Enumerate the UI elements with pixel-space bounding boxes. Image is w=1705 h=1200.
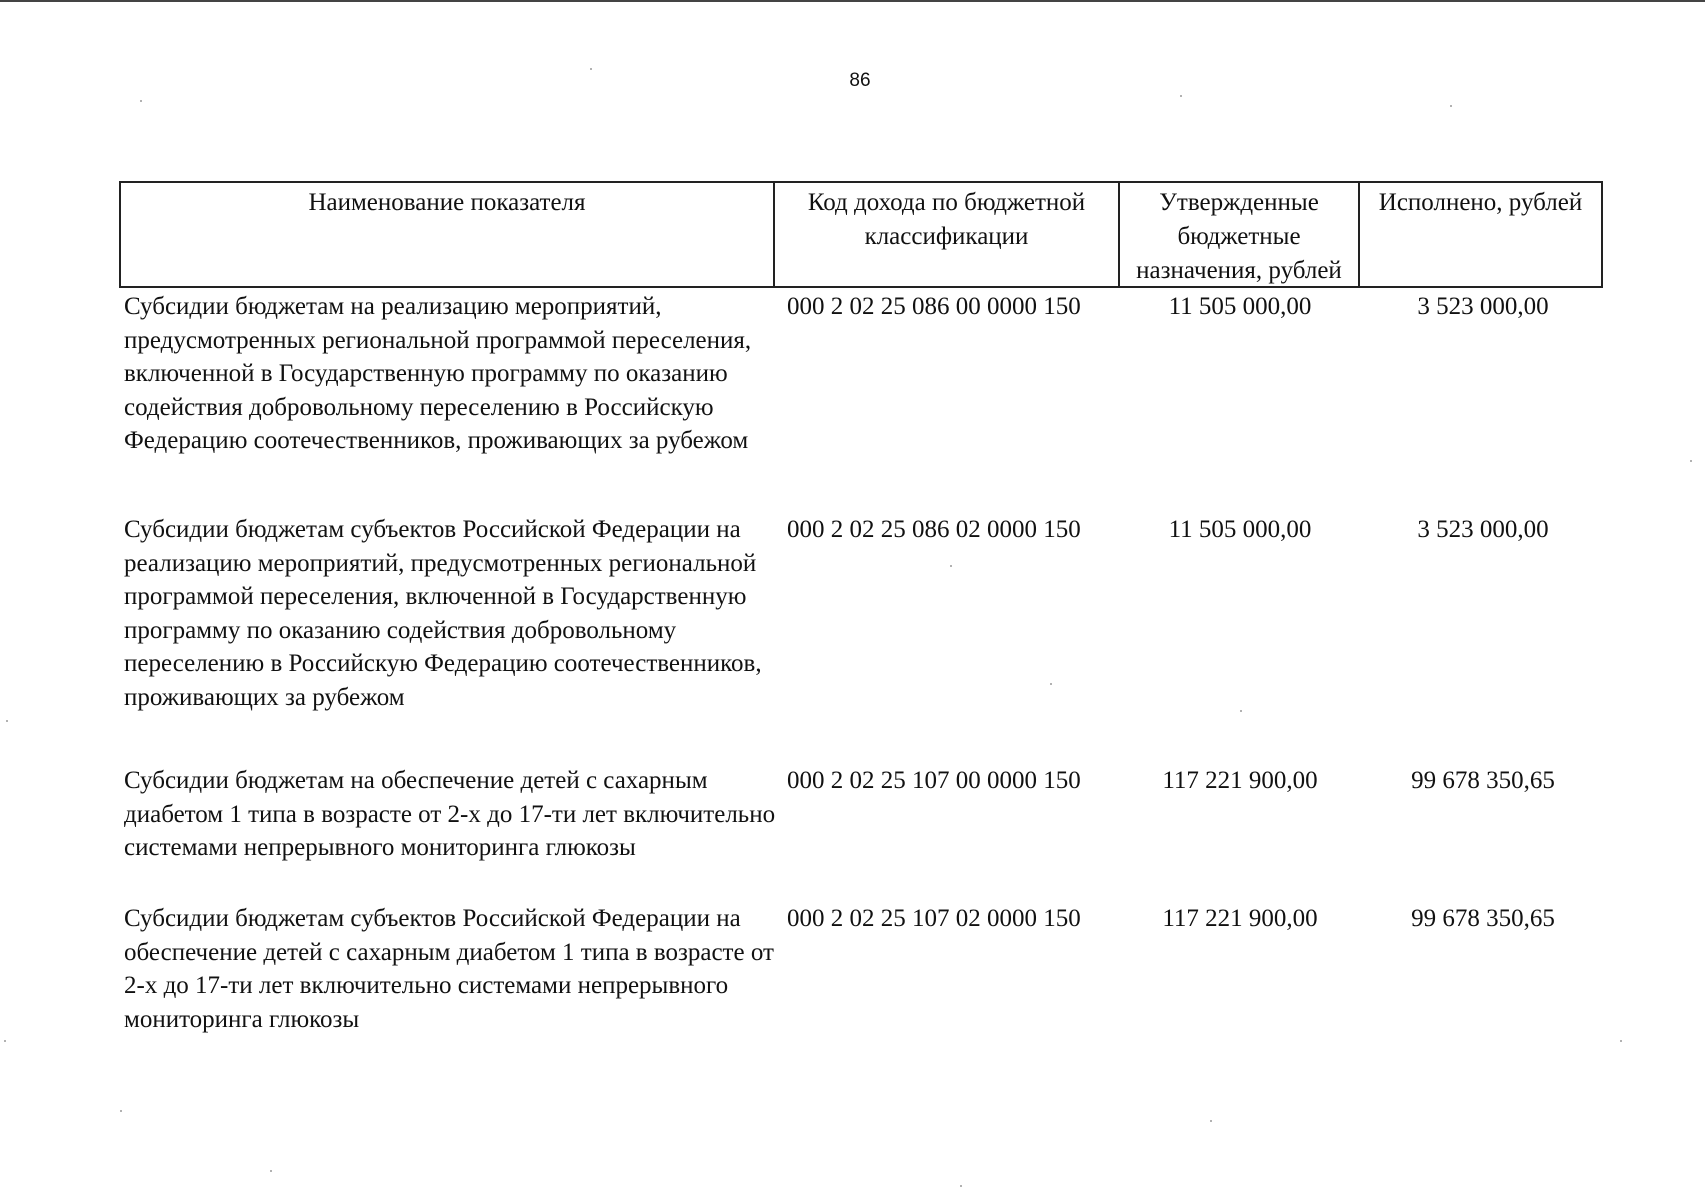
row-approved: 11 505 000,00 <box>1168 293 1312 320</box>
table-header <box>119 181 1603 288</box>
row-approved: 117 221 900,00 <box>1162 767 1318 794</box>
row-name: Субсидии бюджетам на реализацию мероприятий, предусмотренных региональной программой переселения, включенной в Государственную программу по оказанию содействия добровольному переселению в Российскую Федерацию соотечественников, проживающих за рубежом <box>124 293 752 454</box>
header-code: Код дохода по бюджетной классификации <box>775 183 1120 286</box>
row-name: Субсидии бюджетам субъектов Российской Федерации на обеспечение детей с сахарным диабетом 1 типа в возрасте от 2-х до 17-ти лет включительно системами непрерывного мониторинга глюкозы <box>124 905 774 1033</box>
scan-speck <box>1180 95 1182 97</box>
scan-speck <box>140 100 142 102</box>
row-executed: 3 523 000,00 <box>1417 293 1549 320</box>
scan-speck <box>1050 683 1052 685</box>
scan-speck <box>1690 460 1692 462</box>
page-number: 86 <box>849 70 871 91</box>
row-code: 000 2 02 25 086 00 0000 150 <box>787 293 1081 320</box>
scan-speck <box>270 1170 272 1172</box>
row-executed: 99 678 350,65 <box>1411 767 1555 794</box>
row-name: Субсидии бюджетам на обеспечение детей с сахарным диабетом 1 типа в возрасте от 2-х до 17-ти лет включительно системами непрерывного мониторинга глюкозы <box>124 767 776 861</box>
row-code: 000 2 02 25 086 02 0000 150 <box>787 516 1081 543</box>
header-name: Наименование показателя <box>121 183 775 286</box>
scan-speck <box>1240 710 1242 712</box>
row-approved: 11 505 000,00 <box>1168 516 1312 543</box>
row-name: Субсидии бюджетам субъектов Российской Федерации на реализацию мероприятий, предусмотренных региональной программой переселения, включенной в Государственную программу по оказанию содействия добровольному переселению в Российскую Федерацию соотечественников, проживающих за рубежом <box>124 516 762 711</box>
scan-speck <box>1620 1040 1622 1042</box>
scan-speck <box>120 1110 122 1112</box>
header-approved: Утвержденные бюджетные назначения, рублей <box>1120 183 1360 286</box>
page-top-border <box>0 0 1705 2</box>
row-executed: 3 523 000,00 <box>1417 516 1549 543</box>
header-executed: Исполнено, рублей <box>1378 189 1583 216</box>
row-executed: 99 678 350,65 <box>1411 905 1555 932</box>
row-approved: 117 221 900,00 <box>1162 905 1318 932</box>
scan-speck <box>950 565 952 567</box>
row-code: 000 2 02 25 107 02 0000 150 <box>787 905 1081 932</box>
scan-speck <box>1450 105 1452 107</box>
scan-speck <box>6 720 8 722</box>
scan-speck <box>960 1185 962 1187</box>
scan-speck <box>4 1040 6 1042</box>
scan-speck <box>1210 1120 1212 1122</box>
scan-speck <box>590 68 592 70</box>
row-code: 000 2 02 25 107 00 0000 150 <box>787 767 1081 794</box>
